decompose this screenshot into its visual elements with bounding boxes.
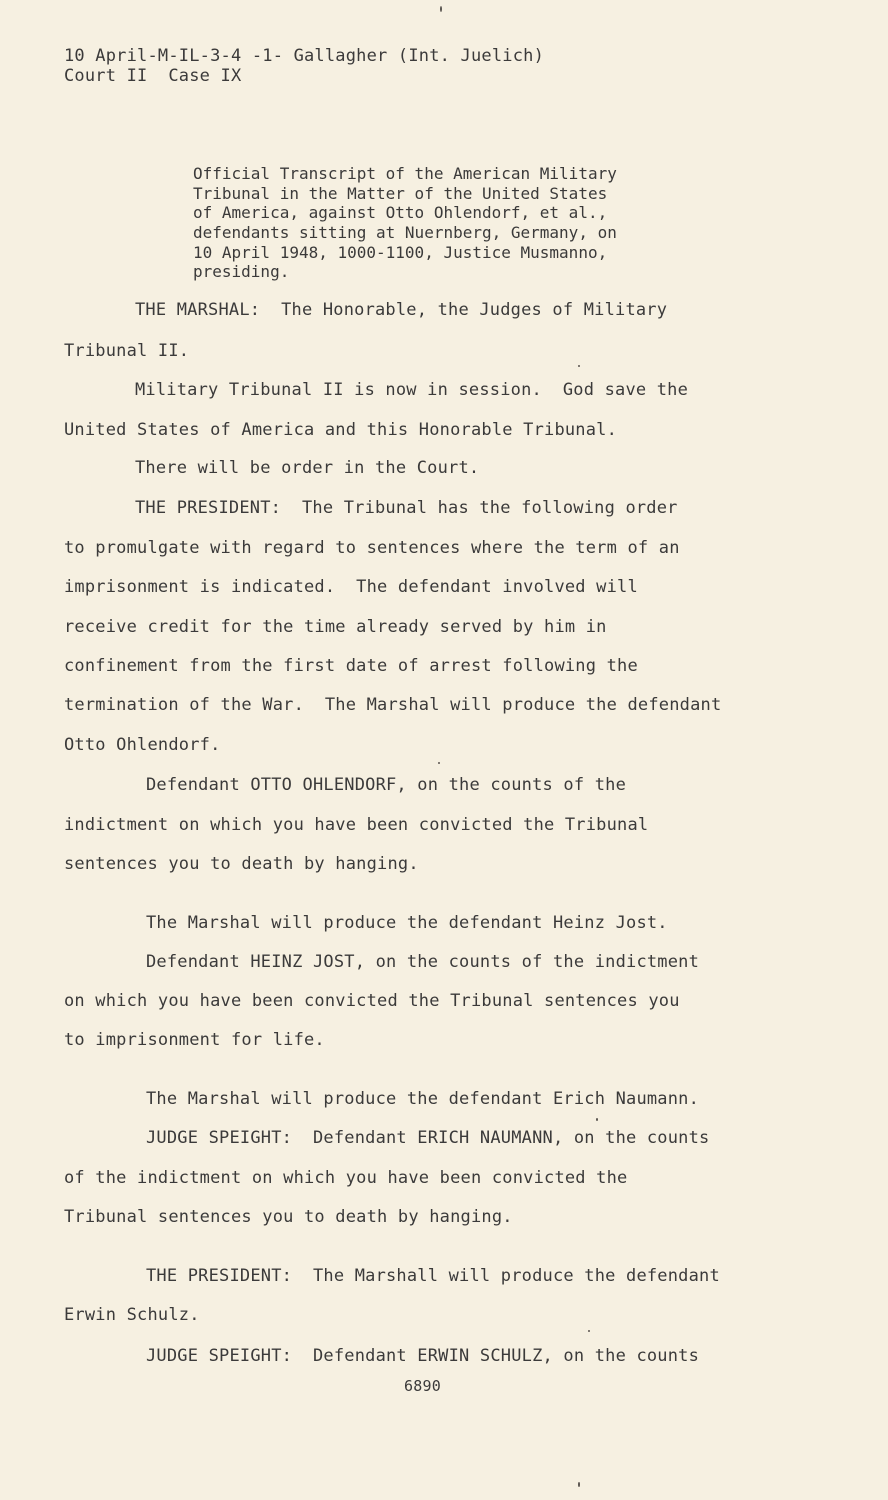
page-number: 6890 [404,1377,441,1395]
body-line: of the indictment on which you have been convicted the [64,1168,628,1188]
header-line-2: Court II Case IX [64,66,242,86]
paper-speck [588,1330,590,1332]
body-line: Defendant OTTO OHLENDORF, on the counts of the [146,775,627,795]
body-line: receive credit for the time already served by him in [64,617,607,637]
body-line: Defendant HEINZ JOST, on the counts of the indictment [146,952,700,972]
body-line: The Marshal will produce the defendant Heinz Jost. [146,913,668,933]
paper-speck [438,762,440,764]
caption-line: presiding. [193,262,290,281]
paper-speck [440,6,442,12]
body-line: Erwin Schulz. [64,1305,200,1325]
body-line: sentences you to death by hanging. [64,854,419,874]
body-line: United States of America and this Honorable Tribunal. [64,420,618,440]
body-line: THE MARSHAL: The Honorable, the Judges of Military [135,300,668,320]
caption-line: Official Transcript of the American Military [193,164,617,183]
body-line: Tribunal sentences you to death by hanging. [64,1207,513,1227]
caption-line: Tribunal in the Matter of the United States [193,184,608,203]
body-line: confinement from the first date of arrest following the [64,656,638,676]
body-line: indictment on which you have been convicted the Tribunal [64,815,649,835]
caption-line: of America, against Otto Ohlendorf, et al., [193,203,608,222]
caption-line: 10 April 1948, 1000-1100, Justice Musmanno, [193,243,608,262]
body-line: to imprisonment for life. [64,1030,325,1050]
paper-speck [578,1482,580,1487]
header-line-1: 10 April-M-IL-3-4 -1- Gallagher (Int. Juelich) [64,46,545,66]
caption-line: defendants sitting at Nuernberg, Germany, on [193,223,617,242]
body-line: THE PRESIDENT: The Marshall will produce the defendant [146,1266,720,1286]
body-line: Military Tribunal II is now in session. God save the [135,380,689,400]
body-line: imprisonment is indicated. The defendant involved will [64,577,638,597]
body-line: The Marshal will produce the defendant Erich Naumann. [146,1089,700,1109]
body-line: There will be order in the Court. [135,458,480,478]
body-line: THE PRESIDENT: The Tribunal has the following order [135,498,678,518]
body-line: on which you have been convicted the Tribunal sentences you [64,991,680,1011]
body-line: JUDGE SPEIGHT: Defendant ERICH NAUMANN, on the counts [146,1128,710,1148]
paper-speck [596,1118,598,1121]
body-line: Otto Ohlendorf. [64,735,221,755]
body-line: Tribunal II. [64,341,190,361]
body-line: JUDGE SPEIGHT: Defendant ERWIN SCHULZ, on the counts [146,1346,700,1366]
body-line: to promulgate with regard to sentences where the term of an [64,538,680,558]
paper-speck [578,365,580,367]
body-line: termination of the War. The Marshal will produce the defendant [64,695,722,715]
